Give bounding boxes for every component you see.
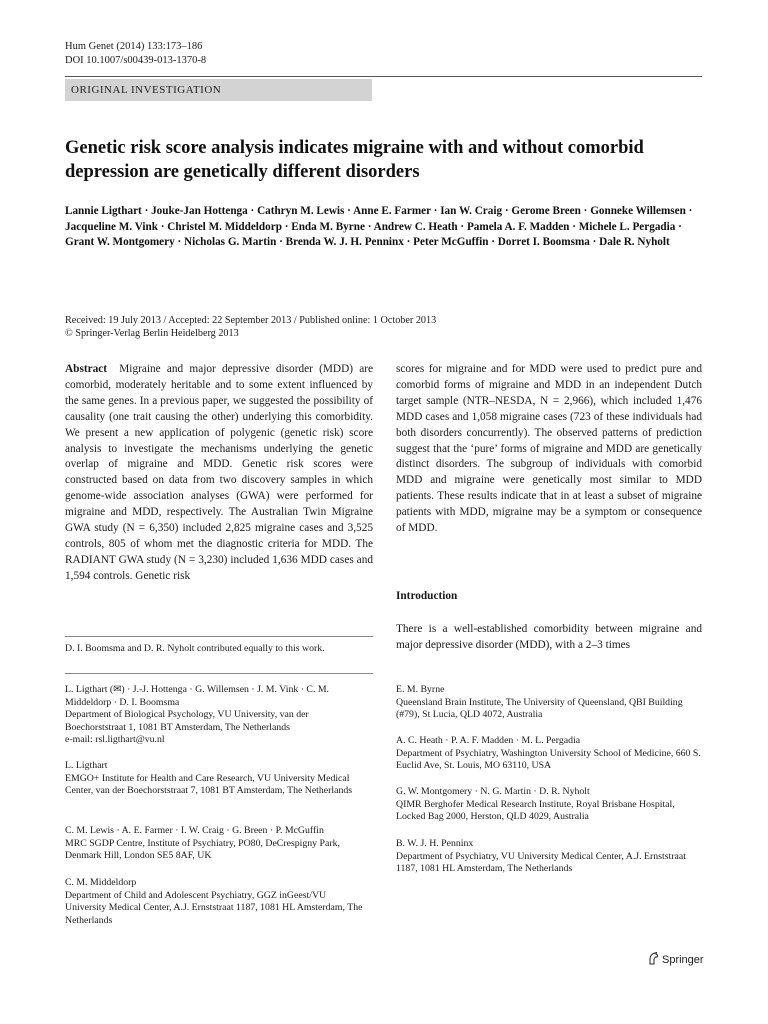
affiliation-names: L. Ligthart (✉) · J.-J. Hottenga · G. Willemsen · J. M. Vink · C. M. Middeldorp · D. I. Boomsma [65,684,329,708]
affiliation-block [65,684,365,747]
affiliation-address: MRC SGDP Centre, Institute of Psychiatry, PO80, DeCrespigny Park, Denmark Hill, London SE5 8AF, UK [65,837,340,862]
received-dates: Received: 19 July 2013 / Accepted: 22 September 2013 / Published online: 1 October 2013 [65,315,437,326]
section-label: ORIGINAL INVESTIGATION [65,79,372,101]
publisher-name: Springer [662,954,704,966]
affiliation-block [65,825,365,863]
doi[interactable]: DOI 10.1007/s00439-013-1370-8 [65,55,207,66]
copyright: © Springer-Verlag Berlin Heidelberg 2013 [65,327,239,339]
author-list: Lannie Ligthart · Jouke-Jan Hottenga · Cathryn M. Lewis · Anne E. Farmer · Ian W. Craig · Gerome Breen · Gonneke Willemsen · Jacqueline M. Vink · Christel M. Middeldorp · Enda M. Byrne · Andrew C. Heath · Pamela A. F. Madden · Michele L. Pergadia · Grant W. Montgomery · Nicholas G. Martin · Brenda W. J. H. Penninx · Peter McGuffin · Dorret I. Boomsma · Dale R. Nyholt [65,205,693,248]
article-title: Genetic risk score analysis indicates migraine with and without comorbid depression are genetically different disorders [65,138,644,182]
affiliation-names: C. M. Middeldorp [65,877,137,888]
abstract-heading: Abstract [65,363,108,375]
affiliation-rule [65,673,373,674]
affiliation-block [396,838,706,876]
springer-horse-icon [648,954,662,966]
abstract-text-left: Migraine and major depressive disorder (MDD) are comorbid, moderately heritable and to some extent influenced by the same genes. In a previous paper, we suggested the possibility of causality (one trait causing the other) underlying this comorbidity. We present a new application of polygenic (genetic risk) score analysis to investigate the mechanisms underlying the genetic overlap of migraine and MDD. Genetic risk scores were constructed based on data from two discovery samples in which genome-wide association analyses (GWA) were performed for migraine and MDD, respectively. The Australian Twin Migraine GWA study (N = 6,350) included 2,825 migraine cases and 3,525 controls, 805 of whom met the diagnostic criteria for MDD. The RADIANT GWA study (N = 3,230) included 1,636 MDD cases and 1,594 controls. Genetic risk [65,363,373,582]
affiliation-names: A. C. Heath · P. A. F. Madden · M. L. Pergadia [396,735,581,746]
affiliation-address: Department of Biological Psychology, VU University, van der Boechorststraat 1, 1081 BT Amsterdam, The Netherlands [65,709,309,733]
corresponding-email[interactable]: e-mail: rsl.ligthart@vu.nl [65,734,165,746]
affiliation-names: L. Ligthart [65,760,108,771]
affiliation-names: E. M. Byrne [396,684,445,695]
affiliation-block [65,760,365,798]
introduction-heading: Introduction [396,590,458,602]
affiliation-names: C. M. Lewis · A. E. Farmer · I. W. Craig · G. Breen · P. McGuffin [65,825,324,836]
header-rule [65,76,702,77]
journal-citation: Hum Genet (2014) 133:173–186 [65,41,203,52]
affiliation-block [396,735,706,773]
affiliation-block [396,684,706,722]
affiliation-address: Department of Psychiatry, Washington University School of Medicine, 660 S. Euclid Ave, St. Louis, MO 63110, USA [396,747,701,772]
introduction-text: There is a well-established comorbidity between migraine and major depressive disorder (MDD), with a 2–3 times [396,623,702,651]
affiliation-address: Queensland Brain Institute, The University of Queensland, QBI Building (#79), St Lucia, QLD 4072, Australia [396,696,683,721]
equal-contribution-footnote: D. I. Boomsma and D. R. Nyholt contributed equally to this work. [65,643,325,654]
affiliation-address: QIMR Berghofer Medical Research Institute, Royal Brisbane Hospital, Locked Bag 2000, Herston, QLD 4029, Australia [396,798,675,823]
abstract-right-column: scores for migraine and for MDD were used to predict pure and comorbid forms of migraine and MDD in an independent Dutch target sample (NTR–NESDA, N = 2,966), which included 1,476 MDD cases and 1,058 migraine cases (723 of these individuals had both disorders concurrently). The observed patterns of prediction suggest that the ‘pure’ forms of migraine and MDD are genetically distinct disorders. The subgroup of individuals with comorbid MDD and migraine were genetically most similar to MDD patients. These results indicate that in at least a subset of migraine patients with MDD, migraine may be a symptom or consequence of MDD. [396,363,702,535]
publisher-mark [648,952,704,967]
affiliation-names: B. W. J. H. Penninx [396,838,474,849]
affiliation-address: Department of Psychiatry, VU University Medical Center, A.J. Ernststraat 1187, 1081 HL Amsterdam, The Netherlands [396,850,686,875]
footnote-rule [65,636,373,637]
publication-dates [65,315,705,340]
abstract-left-column [65,362,373,585]
affiliation-block [65,877,365,927]
affiliation-address: EMGO+ Institute for Health and Care Research, VU University Medical Center, van der Boechorststraat 7, 1081 BT Amsterdam, The Netherlands [65,772,353,797]
affiliation-address: Department of Child and Adolescent Psychiatry, GGZ inGeest/VU University Medical Center, A.J. Ernststraat 1187, 1081 HL Amsterdam, The Netherlands [65,889,363,926]
affiliation-names: G. W. Montgomery · N. G. Martin · D. R. Nyholt [396,786,590,797]
affiliation-block [396,786,706,824]
